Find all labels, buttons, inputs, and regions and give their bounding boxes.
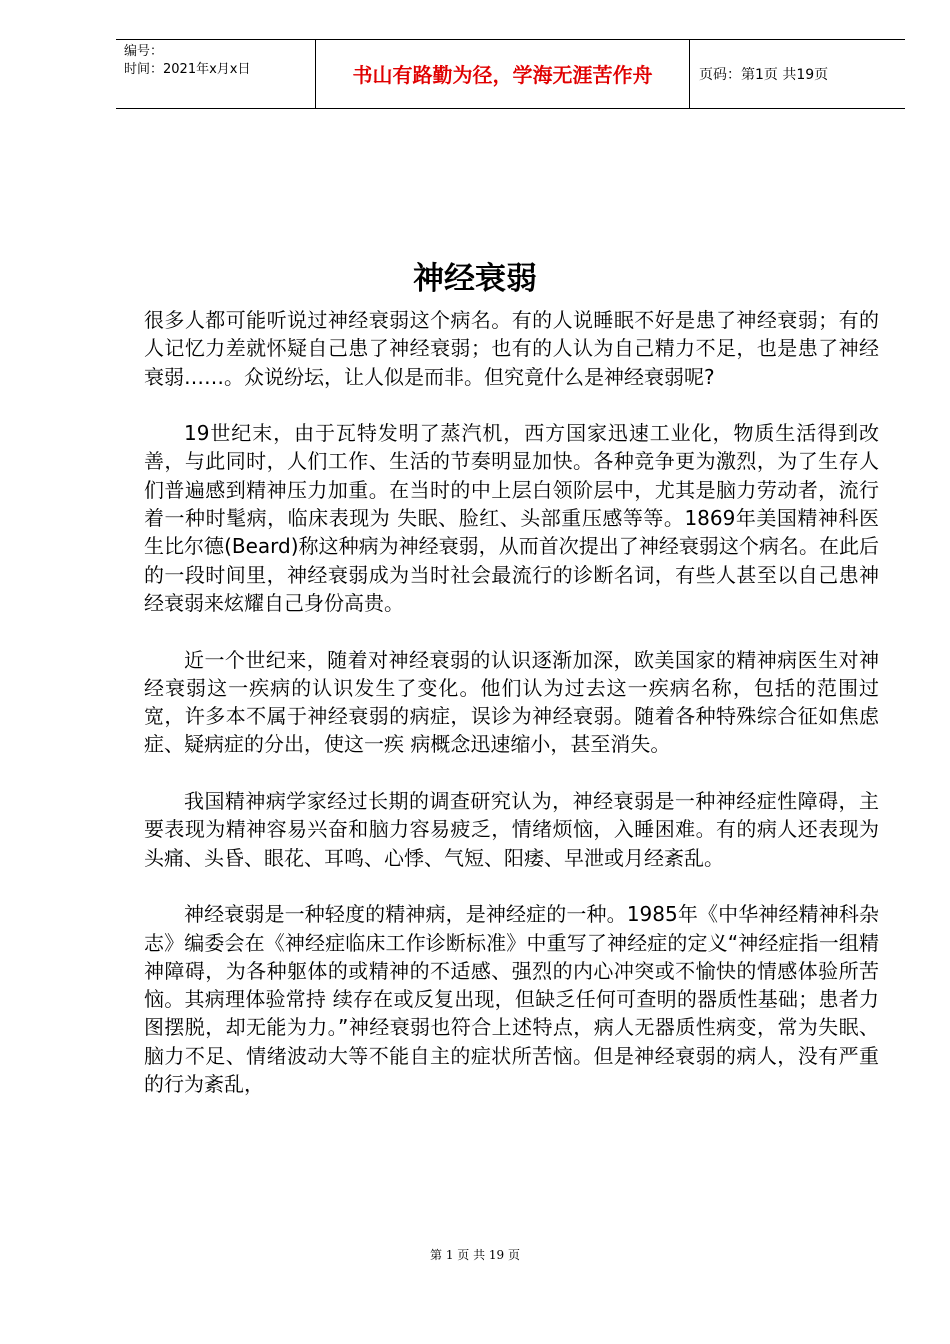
page-header xyxy=(116,39,905,109)
header-meta xyxy=(124,43,250,79)
page-footer: 第 1 页 共 19 页 xyxy=(430,1248,520,1262)
document-number-label: 编号： xyxy=(124,44,164,59)
document-body xyxy=(144,306,879,1127)
header-divider xyxy=(689,40,690,108)
body-paragraph: 19世纪末，由于瓦特发明了蒸汽机，西方国家迅速工业化，物质生活得到改善，与此同时，人们工作、生活的节奏明显加快。各种竞争更为激烈，为了生存人们普遍感到精神压力加重。在当时的中上层白领阶层中，尤其是脑力劳动者，流行着一种时髦病，临床表现为 失眠、脸红、头部重压感等等。1869年美国精神科医生比尔德(Beard)称这种病为神经衰弱，从而首次提出了神经衰弱这个病名。在此后的一段时间里，神经衰弱成为当时社会最流行的诊断名词，有些人甚至以自己患神经衰弱来炫耀自己身份高贵。 xyxy=(144,421,879,615)
body-paragraph: 很多人都可能听说过神经衰弱这个病名。有的人说睡眠不好是患了神经衰弱；有的人记忆力差就怀疑自己患了神经衰弱；也有的人认为自己精力不足，也是患了神经衰弱……。众说纷坛，让人似是而非。但究竟什么是神经衰弱呢? xyxy=(144,308,879,389)
body-paragraph: 我国精神病学家经过长期的调查研究认为，神经衰弱是一种神经症性障碍，主要表现为精神容易兴奋和脑力容易疲乏，情绪烦恼，入睡困难。有的病人还表现为头痛、头昏、眼花、耳鸣、心悸、气短、阳痿、早泄或月经紊乱。 xyxy=(144,789,879,870)
document-time-label: 时间：2021年x月x日 xyxy=(124,62,251,77)
body-paragraph: 近一个世纪来，随着对神经衰弱的认识逐渐加深，欧美国家的精神病医生对神经衰弱这一疾病的认识发生了变化。他们认为过去这一疾病名称，包括的范围过宽，许多本不属于神经衰弱的病症，误诊为神经衰弱。随着各种特殊综合征如焦虑症、疑病症的分出，使这一疾 病概念迅速缩小，甚至消失。 xyxy=(144,647,879,757)
document-title: 神经衰弱 xyxy=(413,261,537,297)
header-motto: 书山有路勤为径，学海无涯苦作舟 xyxy=(352,63,653,87)
header-page-info: 页码：第1页 共19页 xyxy=(699,67,829,83)
body-paragraph: 神经衰弱是一种轻度的精神病，是神经症的一种。1985年《中华神经精神科杂志》编委会在《神经症临床工作诊断标准》中重写了神经症的定义“神经症指一组精神障碍，为各种躯体的或精神的不适感、强烈的内心冲突或不愉快的情感体验所苦恼。其病理体验常持 续存在或反复出现，但缺乏任何可查明的器质性基础；患者力图摆脱，却无能为力。”神经衰弱也符合上述特点，病人无器质性病变，常为失眠、脑力不足、情绪波动大等不能自主的症状所苦恼。但是神经衰弱的病人，没有严重的行为紊乱， xyxy=(144,902,879,1097)
